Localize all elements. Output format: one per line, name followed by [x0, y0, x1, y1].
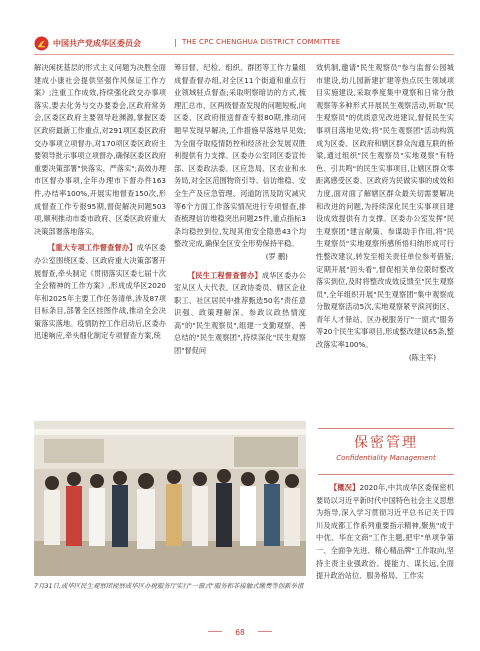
event-photo [34, 421, 306, 576]
column-3 [316, 62, 454, 364]
section-title-cn: 保密管理 [354, 435, 418, 451]
body-paragraph: 筹目督、纪检、组织、群团等工作力量组成督查督办组,对全区11个街道和重点行业领域驻点督查;采取明察暗访的方式,梳理汇总市、区两级督查发现的问题短板,向区委、区政府报送督查专报80期,推动问题早发现早解决,工作措施早落地早见效;为全面夺取疫情防控和经济社会发展双胜利提供有力支撑。区委办公室同区委宣传部、区委政法委、区应急局、区农业和水务局,对全区范围物资引导、信访维稳、安全生产及应急管理、河道防汛及防灾减灾等6个方面工作落实情况进行专项督查,排查梳理信访维稳突出问题25件,重点指标3条均稳控到位,发现其他安全隐患43个均整改完成,确保全区安全形势保持平稳。 [174, 63, 306, 249]
paragraph-heading: 【概况】 [330, 483, 360, 492]
header-title-cn: 中国共产党成华区委员会 [53, 39, 141, 48]
paragraph-heading: 【重大专项工作督查督办】 [48, 243, 137, 253]
column-1 [34, 62, 166, 343]
section-title-en: Confidentiality Management [336, 454, 436, 462]
body-paragraph: 解决闲抚基层的形式主义问题为决胜全面建成小康社会提供坚强作风保证工作方案》;注重工作成效,持续强化政交办事项落实,要去化务与交办要委会,区政府常务会,区委区政府主要领导赴渊源,掌握区委区政府最新工作重点,对291项区委区政府交办事项立项督办,对170项区委区政府主要领导批示事项立项督办,确保区委区政府重要决策部署"快落实、严落实";高效办理市区督办事项,全年办理市下督办件163件,办结率100%,开展实地督查150次,形成督查工作专报95期,督促解决问题503项,顺利推动市委市政府、区委区政府重大决策部署落地落实。 [34, 63, 166, 236]
body-paragraph [34, 242, 166, 343]
section-divider-bottom [318, 474, 454, 475]
paragraph-text: 2020年,中共成华区委保密机要局以习近平新时代中国特色社会主义思想为指导,深入学习贯彻习近平总书记关于四川及成都工作系列重要指示精神,聚焦"成于中优、华在文商"工作主题,把牢"单项争第一、全面争先进、精心精品牌"工作取向,坚持主责主业强政治、提能力、谋长远,全面提升政治站位、服务格局、工作实 [316, 483, 454, 581]
column-2 [174, 62, 306, 358]
author-credit: (陈主军) [408, 352, 436, 362]
photo-caption: 7月31日,成华区民生观察团视察成华区办税服务厅实行"一窗式"服务和非接触式缴费等创新举措 [34, 582, 304, 590]
section-divider-top [318, 428, 454, 429]
page-header [34, 36, 454, 52]
header-divider [34, 54, 454, 55]
section-title [316, 432, 456, 472]
page-number: 68 [235, 628, 245, 637]
page-number-ornament-right [258, 631, 272, 632]
column-3-section [316, 482, 454, 583]
author-credit: (罗 鹏) [265, 251, 288, 261]
body-paragraph [174, 270, 306, 358]
paragraph-text: 成华区委办公室从区人大代表、区政协委员、辖区企业职工、社区居民中推荐甄选50名"责任意识强、政策理解深、参政议政热情度高"的"民生观察员",组建一支勤观察、善总结的"民生观察团",持续深化"民生观察团"督促问 [174, 270, 306, 356]
header-separator: | [174, 38, 177, 47]
body-paragraph [316, 482, 454, 583]
party-emblem-icon [34, 36, 49, 51]
header-title-en: THE CPC CHENGHUA DISTRICT COMMITTEE [182, 38, 341, 46]
paragraph-heading: 【民生工程督查督办】 [188, 270, 262, 280]
body-paragraph: 效机制,邀请"民生观察员"参与监督公园城市建设,幼儿园新建扩建等热点民生领域项目实施建设,采取季度集中观察和日常分散观察等多种形式开展民生观察活动,听取"民生观察员"的优质意见改进建议,督促民生实事项目落地见效;将"民生观察团"活动构筑成为区委、区政府和辖区群众沟通互联的桥梁,通过组织"民生观察员"实地观察"有特色、引共鸣"的民生实事项目,让辖区群众零距离感受区委、区政府为民做实事的成效和力度,面对面了解辖区群众最关切需要解决和改进的问题,为持续深化民生实事项目建设成效提供有力支撑。区委办公室发挥"民生观察团"建言献策、参谋助手作用,将"民生观察员"实地观察所感所悟归纳形成可行性整改建议,转发至相关责任单位参考借鉴;定期开展"回头看",督促相关单位限时整改落实到位,及时将整改成效反馈至"民生观察员",全年组织开展"民生观察团"集中观察成分散观察活动5次,实地观察紧平滨河街区、青年人才驿站、区办税服务厅"一窗式"服务等20个民生实事项目,形成整改建议65条,整改落实率100%。 [316, 63, 454, 350]
paragraph-text: 成华区委办公室围绕区委、区政府重大决策部署开展督查,牵头制定《贯彻落实区委七届十次全会精神的工作方案》,形成成华区2020年和2025年主要工作任务清单,涉及87项目标条目,部署全区挂图作战,推动全会决策落实落地。疫情防控工作启动后,区委办迅速响应,牵头细化制定专项督查方案,统 [34, 243, 166, 341]
